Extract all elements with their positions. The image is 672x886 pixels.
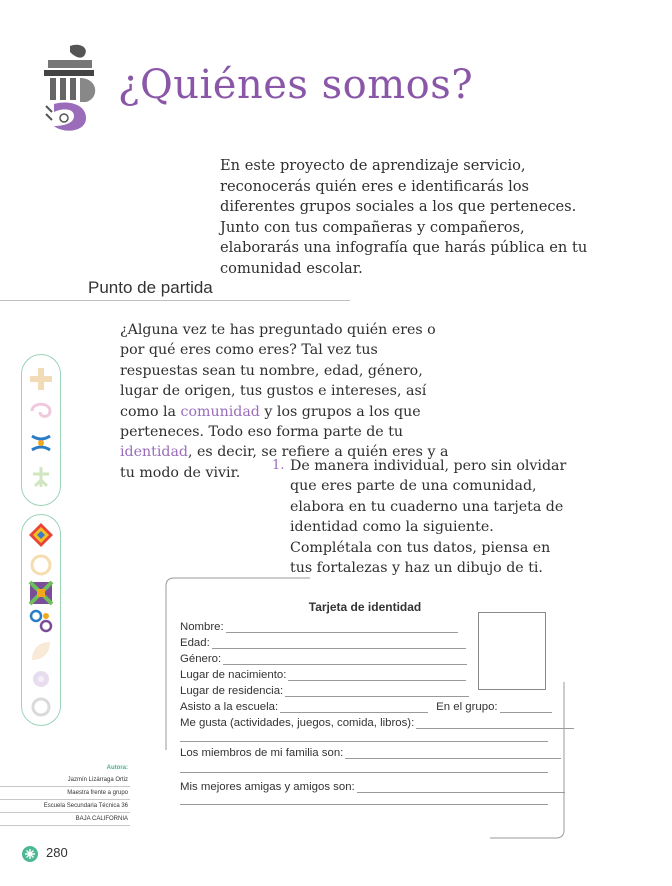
- intro-paragraph: En este proyecto de aprendizaje servicio, reconocerás quién eres e identificarás los diferentes grupos sociales a los que perteneces. Junto con tus compañeras y compañeros, elaborarás una infografía que harás pública en tu comunidad escolar.: [220, 157, 588, 277]
- field-genero-line: [223, 653, 467, 665]
- field-nombre: [180, 618, 458, 633]
- faded-flower-icon: [28, 666, 54, 692]
- page-badge-icon: [22, 846, 38, 862]
- author-state: BAJA CALIFORNIA: [0, 813, 130, 826]
- faded-cross-icon: [28, 366, 54, 392]
- para-text-1: ¿Alguna vez te has preguntado quién eres o por qué eres como eres? Tal vez tus respuestas sean tu nombre, edad, género, lugar de origen, tus gustos e intereses, así como la: [120, 322, 436, 420]
- para-text-3: , es decir, se refiere a quién eres y a tu modo de vivir.: [120, 444, 449, 481]
- field-edad: [180, 634, 466, 649]
- author-credits: [0, 762, 130, 826]
- blank-line: [180, 741, 548, 742]
- identity-card: [180, 598, 552, 818]
- field-familia: [180, 744, 561, 759]
- field-grupo-line: [500, 701, 552, 713]
- field-amigos-label: Mis mejores amigas y amigos son:: [180, 781, 355, 793]
- photo-box: [478, 612, 546, 690]
- term-identidad: identidad: [120, 444, 189, 461]
- faded-circle-icon: [28, 694, 54, 720]
- field-nacimiento-label: Lugar de nacimiento:: [180, 669, 287, 681]
- field-genero: [180, 650, 467, 665]
- faded-figure-icon: [28, 464, 54, 490]
- field-familia-line: [345, 747, 561, 759]
- field-familia-label: Los miembros de mi familia son:: [180, 747, 344, 759]
- field-escuela: [180, 698, 552, 713]
- section-heading: Punto de partida: [88, 278, 213, 297]
- para-text-2: y los grupos a los que perteneces. Todo eso forma parte de tu: [120, 403, 421, 441]
- term-comunidad: comunidad: [180, 403, 260, 420]
- field-grupo-label: En el grupo:: [436, 701, 498, 713]
- card-title: Tarjeta de identidad: [308, 600, 422, 614]
- faded-shell-icon: [28, 552, 54, 578]
- field-edad-label: Edad:: [180, 637, 210, 649]
- field-residencia-line: [285, 685, 469, 697]
- faded-swirl-icon: [28, 398, 54, 424]
- field-edad-line: [212, 637, 466, 649]
- diamond-icon: [28, 522, 54, 548]
- field-nacimiento-line: [288, 669, 466, 681]
- blank-line: [180, 772, 548, 773]
- field-escuela-label: Asisto a la escuela:: [180, 701, 279, 713]
- field-nacimiento: [180, 666, 466, 681]
- field-gusta-label: Me gusta (actividades, juegos, comida, libros):: [180, 717, 415, 729]
- ornamental-logo-icon: [40, 42, 102, 136]
- field-nombre-label: Nombre:: [180, 621, 224, 633]
- faded-leaf-icon: [28, 638, 54, 664]
- section-divider: [0, 300, 350, 301]
- field-amigos-line: [357, 781, 565, 793]
- instruction-text: De manera individual, pero sin olvidar que eres parte de una comunidad, elabora en tu cuaderno una tarjeta de identidad como la siguiente. Complétala con tus datos, piensa en tus fortalezas y haz un dibujo de ti.: [290, 458, 567, 577]
- field-amigos: [180, 778, 565, 793]
- field-escuela-line: [280, 701, 428, 713]
- page-title: ¿Quiénes somos?: [118, 62, 474, 108]
- field-nombre-line: [226, 621, 458, 633]
- field-gusta: [180, 714, 574, 729]
- instruction-number: 1.: [272, 458, 285, 473]
- field-residencia-label: Lugar de residencia:: [180, 685, 284, 697]
- rings-icon: [28, 608, 54, 634]
- page-number: 280: [46, 845, 68, 860]
- author-role: Maestra frente a grupo: [0, 787, 130, 800]
- field-gusta-line: [416, 717, 574, 729]
- field-genero-label: Género:: [180, 653, 222, 665]
- blank-line: [180, 804, 548, 805]
- author-heading: Autora:: [106, 765, 128, 771]
- author-school: Escuela Secundaria Técnica 36: [0, 800, 130, 813]
- square-cross-icon: [28, 580, 54, 606]
- double-hook-icon: [28, 430, 54, 456]
- author-name: Jazmín Lizárraga Ortiz: [0, 774, 130, 787]
- field-residencia: [180, 682, 469, 697]
